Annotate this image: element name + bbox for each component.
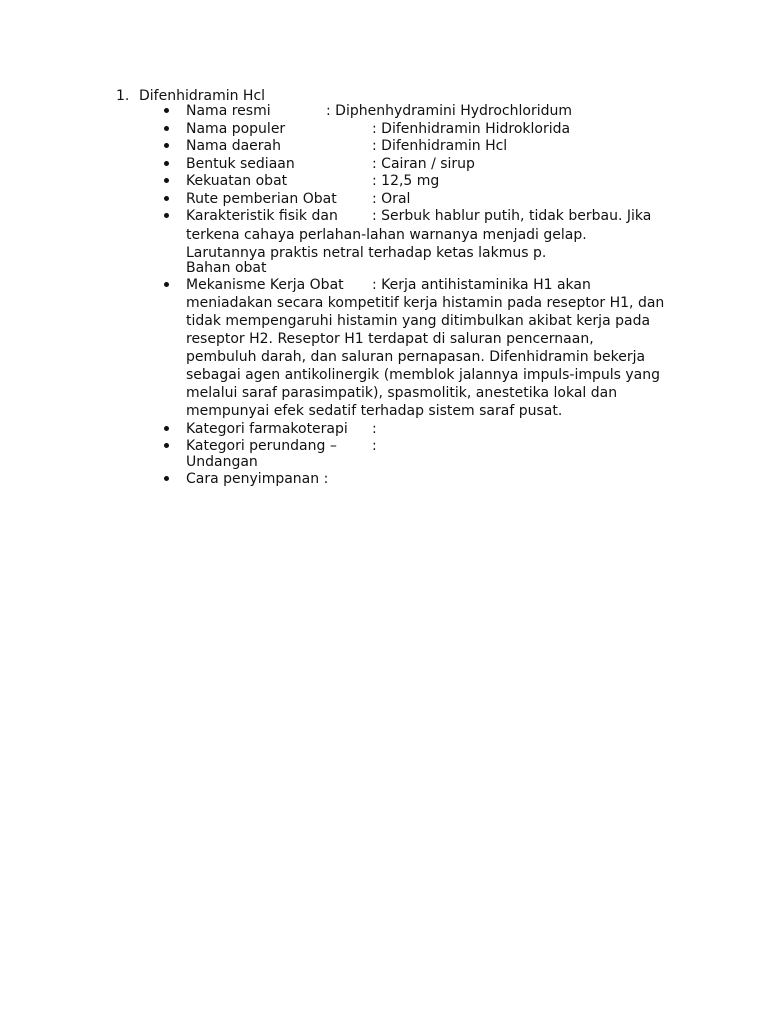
field-value: : Cairan / sirup xyxy=(372,156,475,172)
field-value-continuation: meniadakan secara kompetitif kerja histamin pada reseptor H1, dan xyxy=(186,295,665,311)
field-label-line2: Undangan xyxy=(186,454,258,470)
field-label: Cara penyimpanan : xyxy=(186,471,329,487)
field-value: : Oral xyxy=(372,191,411,207)
field-value-continuation: reseptor H2. Reseptor H1 terdapat di saluran pencernaan, xyxy=(186,331,594,347)
field-label: Kategori perundang – xyxy=(186,438,337,454)
field-value: : xyxy=(372,438,377,454)
field-value: : xyxy=(372,421,377,437)
bullet-icon xyxy=(164,282,169,287)
field-label: Bentuk sediaan xyxy=(186,156,295,172)
field-value: : Diphenhydramini Hydrochloridum xyxy=(326,103,572,119)
bullet-icon xyxy=(164,443,169,448)
bullet-icon xyxy=(164,161,169,166)
bullet-icon xyxy=(164,426,169,431)
field-label: Kategori farmakoterapi xyxy=(186,421,348,437)
field-label: Nama resmi xyxy=(186,103,271,119)
field-label: Rute pemberian Obat xyxy=(186,191,337,207)
field-value-continuation: pembuluh darah, dan saluran pernapasan. Difenhidramin bekerja xyxy=(186,349,646,365)
bullet-icon xyxy=(164,178,169,183)
field-value-continuation: mempunyai efek sedatif terhadap sistem saraf pusat. xyxy=(186,403,563,419)
bullet-icon xyxy=(164,213,169,218)
field-value-continuation: terkena cahaya perlahan-lahan warnanya menjadi gelap. xyxy=(186,227,587,243)
field-label: Mekanisme Kerja Obat xyxy=(186,277,344,293)
bullet-icon xyxy=(164,108,169,113)
field-value-continuation: Larutannya praktis netral terhadap ketas lakmus p. xyxy=(186,245,547,261)
field-label: Kekuatan obat xyxy=(186,173,288,189)
bullet-icon xyxy=(164,196,169,201)
bullet-icon xyxy=(164,126,169,131)
field-value: : Kerja antihistaminika H1 akan xyxy=(372,277,591,293)
item-title: Difenhidramin Hcl xyxy=(139,88,266,104)
bullet-icon xyxy=(164,143,169,148)
field-value: : Difenhidramin Hidroklorida xyxy=(372,121,571,137)
field-label: Nama daerah xyxy=(186,138,282,154)
field-label-line2: Bahan obat xyxy=(186,260,267,276)
field-value: : Serbuk hablur putih, tidak berbau. Jika xyxy=(372,208,652,224)
field-label: Nama populer xyxy=(186,121,286,137)
field-value-continuation: tidak mempengaruhi histamin yang ditimbulkan akibat kerja pada xyxy=(186,313,651,329)
field-label: Karakteristik fisik dan xyxy=(186,208,338,224)
bullet-icon xyxy=(164,476,169,481)
item-number: 1. xyxy=(116,88,130,104)
field-value-continuation: sebagai agen antikolinergik (memblok jalannya impuls-impuls yang xyxy=(186,367,661,383)
field-value: : 12,5 mg xyxy=(372,173,440,189)
field-value-continuation: melalui saraf parasimpatik), spasmolitik, anestetika lokal dan xyxy=(186,385,618,401)
field-value: : Difenhidramin Hcl xyxy=(372,138,508,154)
